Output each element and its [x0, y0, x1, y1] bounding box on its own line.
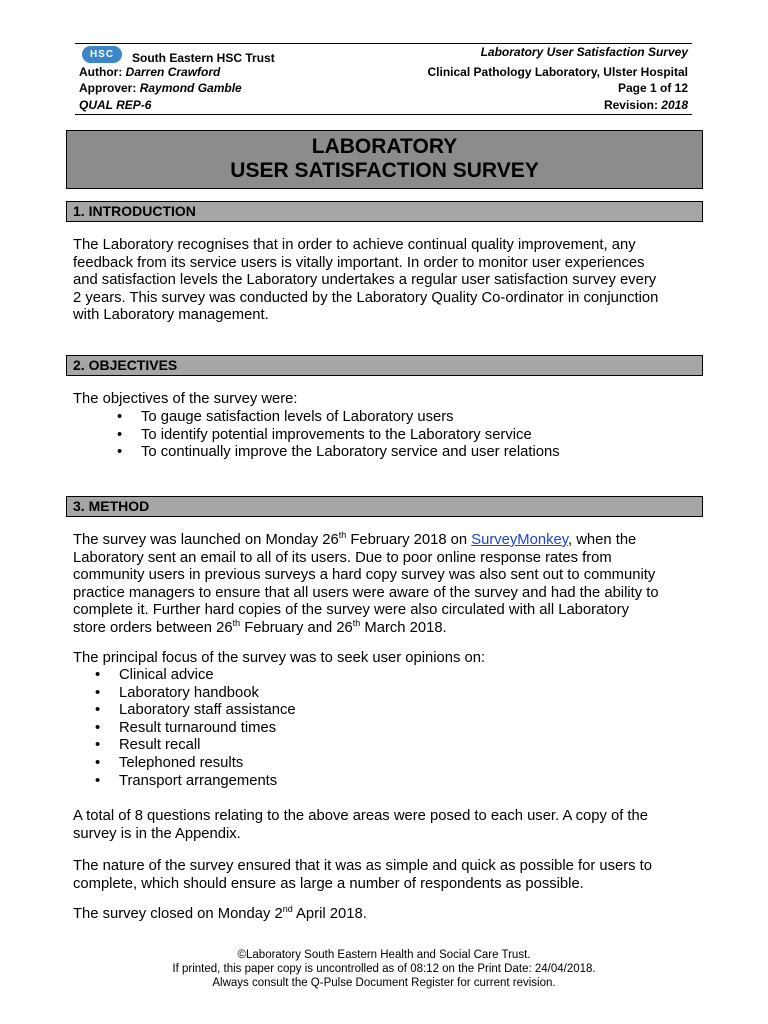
objectives-lead: The objectives of the survey were:	[73, 391, 298, 407]
method-paragraph-5: The survey closed on Monday 2nd April 2018.	[73, 904, 367, 922]
list-item: • Result recall	[95, 737, 296, 755]
focus-lead: The principal focus of the survey was to seek user opinions on:	[73, 650, 486, 666]
document-header	[75, 43, 692, 115]
section-heading-introduction: 1. INTRODUCTION	[66, 201, 703, 222]
revision-line: Revision: 2018	[603, 98, 688, 112]
method-paragraph-1: The survey was launched on Monday 26th February 2018 on SurveyMonkey, when the Laboratory sent an email to all of its users. Due to poor online response rates from community users in previous surveys a hard copy survey was also sent out to community practice managers to ensure that all users were aware of the survey and had the ability to complete it. Further hard copies of the survey were also circulated with all Laboratory store orders between 26th February and 26th March 2018.	[73, 530, 659, 636]
title-line-1: LABORATORY	[311, 135, 458, 158]
section-heading-objectives: 2. OBJECTIVES	[66, 355, 703, 376]
document-footer	[0, 948, 768, 990]
title-box	[66, 130, 703, 189]
trust-name: South Eastern HSC Trust	[132, 51, 275, 65]
doc-title-header: Laboratory User Satisfaction Survey	[480, 45, 688, 59]
list-item: • To continually improve the Laboratory service and user relations	[117, 444, 560, 462]
approver-line: Approver: Raymond Gamble	[79, 81, 242, 95]
hsc-logo: HSC	[82, 46, 122, 63]
location: Clinical Pathology Laboratory, Ulster Hospital	[427, 65, 688, 79]
surveymonkey-link[interactable]: SurveyMonkey	[471, 532, 568, 548]
document-ref: QUAL REP-6	[79, 98, 152, 112]
introduction-text: The Laboratory recognises that in order to achieve continual quality improvement, any feedback from its service users is vitally important. In order to monitor user experiences and satisfaction levels the Laboratory undertakes a regular user satisfaction survey every 2 years. This survey was conducted by the Laboratory Quality Co-ordinator in conjunction with Laboratory management.	[73, 237, 659, 324]
method-paragraph-4: The nature of the survey ensured that it was as simple and quick as possible for users to complete, which should ensure as large a number of respondents as possible.	[73, 858, 653, 892]
list-item: • Clinical advice	[95, 667, 296, 685]
list-item: • Telephoned results	[95, 755, 296, 773]
author-line: Author: Darren Crawford	[79, 65, 221, 79]
section-heading-method: 3. METHOD	[66, 496, 703, 517]
list-item: • Transport arrangements	[95, 773, 296, 791]
list-item: • To gauge satisfaction levels of Laboratory users	[117, 409, 560, 427]
objectives-list	[117, 409, 560, 462]
list-item: • Laboratory staff assistance	[95, 702, 296, 720]
title-line-2: USER SATISFACTION SURVEY	[230, 159, 539, 182]
method-paragraph-3: A total of 8 questions relating to the above areas were posed to each user. A copy of the survey is in the Appendix.	[73, 808, 648, 842]
list-item: • Result turnaround times	[95, 720, 296, 738]
footer-print-notice: If printed, this paper copy is uncontrolled as of 08:12 on the Print Date: 24/04/2018.	[172, 963, 596, 975]
footer-register-notice: Always consult the Q-Pulse Document Register for current revision.	[212, 977, 556, 989]
footer-copyright: ©Laboratory South Eastern Health and Social Care Trust.	[237, 949, 531, 961]
list-item: • Laboratory handbook	[95, 685, 296, 703]
page-number: Page 1 of 12	[617, 81, 688, 95]
focus-list	[95, 667, 296, 790]
list-item: • To identify potential improvements to the Laboratory service	[117, 427, 560, 445]
